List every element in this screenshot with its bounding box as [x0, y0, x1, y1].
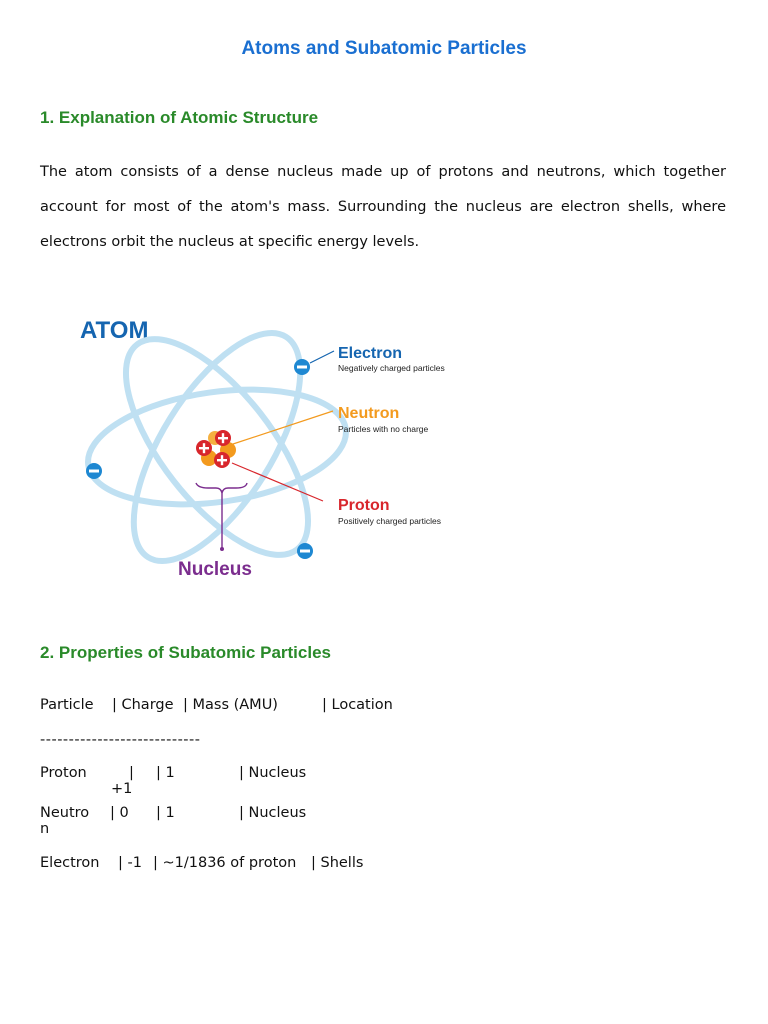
atomic-structure-paragraph: The atom consists of a dense nucleus made up of protons and neutrons, which together account for most of the atom's mass. Surrounding the nucleus are electron shells, where electrons orbit the nucleus at specific energy levels.: [40, 164, 726, 250]
electron-particle: [297, 543, 313, 559]
cell-location: | Nucleus: [239, 805, 307, 821]
cell-charge-bar: |: [129, 765, 134, 781]
cell-charge: | -1: [118, 855, 142, 871]
cell-particle: Neutro: [40, 805, 90, 821]
section-heading-atomic-structure: 1. Explanation of Atomic Structure: [40, 108, 319, 127]
neutron-label: Neutron: [338, 405, 400, 422]
cell-charge: +1: [111, 781, 133, 797]
section-heading-subatomic-properties: 2. Properties of Subatomic Particles: [40, 643, 331, 662]
cell-location: | Shells: [311, 855, 364, 871]
cell-particle: Proton: [40, 765, 87, 781]
table-header-row: [40, 697, 440, 717]
header-particle: Particle: [40, 697, 94, 713]
proton-label: Proton: [338, 497, 390, 514]
electron-particle: [86, 463, 102, 479]
table-row: [40, 765, 340, 801]
diagram-title: ATOM: [80, 317, 149, 344]
table-row: [40, 805, 340, 841]
nucleus-label: Nucleus: [178, 559, 252, 580]
cell-particle: Electron: [40, 855, 100, 871]
cell-mass: | 1: [156, 805, 175, 821]
page-title: Atoms and Subatomic Particles: [241, 38, 527, 59]
cell-charge: | 0: [110, 805, 129, 821]
cell-particle-wrap: n: [40, 821, 50, 837]
cell-mass: | 1: [156, 765, 175, 781]
neutron-description: Particles with no charge: [338, 424, 429, 434]
cell-location: | Nucleus: [239, 765, 307, 781]
table-row: [40, 855, 400, 875]
table-separator: ----------------------------: [40, 732, 201, 748]
header-location: | Location: [322, 697, 393, 713]
electron-description: Negatively charged particles: [338, 363, 445, 373]
header-charge: | Charge: [112, 697, 174, 713]
header-mass: | Mass (AMU): [183, 697, 278, 713]
atom-diagram: [40, 305, 480, 590]
cell-mass: | ~1/1836 of proton: [153, 855, 297, 871]
proton-description: Positively charged particles: [338, 516, 441, 526]
electron-particle: [294, 359, 310, 375]
electron-label: Electron: [338, 345, 403, 362]
